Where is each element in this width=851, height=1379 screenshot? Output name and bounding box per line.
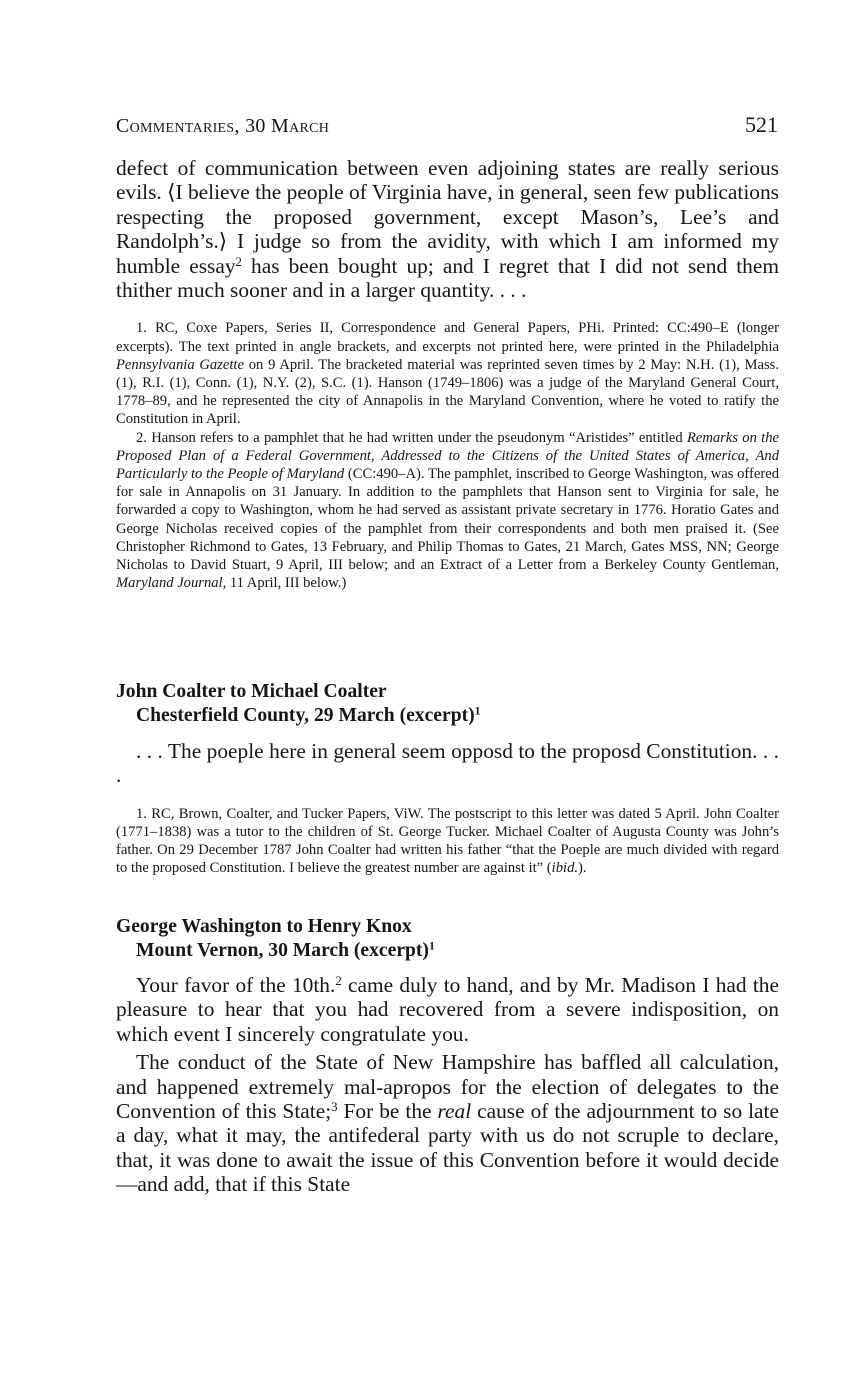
letter-subtitle-text: Mount Vernon, 30 March (excerpt) [136,939,429,961]
washington-p1-text-a: Your favor of the 10th. [136,973,336,997]
footnote-ref: 2 [335,973,342,988]
washington-heading [116,915,779,962]
opening-paragraph [116,156,779,302]
footnote-2 [116,429,779,593]
washington-p1-text-b: came duly to hand, and by Mr. Madison I had the pleasure to hear that you had recovered from a severe indisposition, on which event I sincerely congratulate you. [116,973,779,1046]
washington-p2-italic: real [437,1099,472,1124]
main-text [116,156,779,592]
washington-p2-text-a: The conduct of the State of New Hampshire has baffled all calculation, and happened extremely mal-apropos for the election of delegates to the Convention of this State; [116,1050,779,1124]
footnote-1-italic: Pennsylvania Gazette [116,356,244,373]
coalter-letter [116,680,779,878]
footnotes-section-1 [116,319,779,592]
washington-paragraph-1 [116,973,779,1046]
coalter-footnote [116,805,779,878]
coalter-text: . . . The poeple here in general seem opposd to the proposd Constitution. . . . [116,739,779,788]
footnote-ref: 3 [331,1099,338,1114]
footnote-ref: 1 [428,939,435,953]
letter-title: George Washington to Henry Knox [116,916,412,937]
page-header [116,112,778,138]
washington-paragraph-2 [116,1050,779,1196]
footnote-2-text-b: (CC:490–A). The pamphlet, inscribed to George Washington, was offered for sale in Annapolis on 31 January. In addition to the pamphlets that Hanson sent to Virginia for sale, he forwarded a copy to Washington, whom he had served as assistant private secretary in 1776. Horatio Gates and George Nicholas received copies of the pamphlet from their correspondents and both men praised it. (See Christopher Richmond to Gates, 13 February, and Philip Thomas to Gates, 21 March, Gates MSS, NN; George Nicholas to David Stuart, 9 April, III below; and an Extract of a Letter from a Berkeley County Gentleman, [116,466,779,574]
letter-subtitle-text: Chesterfield County, 29 March (excerpt) [136,704,475,726]
footnote-ref: 1 [474,704,481,718]
washington-p2-text-b: For be the [337,1099,438,1124]
letter-subtitle [116,705,481,726]
footnote-2-text-a: 2. Hanson refers to a pamphlet that he had written under the pseudonym “Aristides” entitled [136,429,687,446]
letter-subtitle [116,940,435,961]
coalter-heading [116,680,779,727]
footnote-2-pamphlet-title: Remarks on the Proposed Plan of a Federal Government, Addressed to the Citizens of the United States of America, And Particularly to the People of Maryland [116,429,779,483]
footnote-1 [116,319,779,428]
page-number: 521 [745,112,778,137]
letter-title: John Coalter to Michael Coalter [116,681,387,702]
washington-letter [116,915,779,1197]
running-head: Commentaries, 30 March [116,115,330,137]
opening-text-part-1: defect of communication between even adjoining states are really serious evils. ⟨I believe the people of Virginia have, in general, seen few publications respecting the proposed government, except Mason’s, Lee’s and Randolph’s.⟩ I judge so from the avidity, with which I am informed my humble essay [116,156,779,278]
footnote-2-text-c: 11 April, III below.) [226,575,347,592]
coalter-footnote-text-a: 1. RC, Brown, Coalter, and Tucker Papers, ViW. The postscript to this letter was dated 5 April. John Coalter (1771–1838) was a tutor to the children of St. George Tucker. Michael Coalter of Augusta County was John’s father. On 29 December 1787 John Coalter had written his father “that the Poeple are much divided with regard to the proposed Constitution. I believe the greatest number are against it” ( [116,805,779,877]
footnote-ref: 2 [235,254,242,269]
opening-text-part-2: has been bought up; and I regret that I did not send them thither much sooner and in a larger quantity. . . . [116,253,779,303]
footnote-2-journal-title: Maryland Journal, [116,575,227,592]
washington-p2-text-c: cause of the adjournment to so late a day, what it may, the antifederal party with us do not scruple to declare, that, it was done to await the issue of this Convention before it would decide—and add, that if this State [116,1099,779,1197]
coalter-footnote-text-b: ). [578,860,587,877]
coalter-footnote-italic: ibid. [551,860,579,877]
footnote-1-text-b: on 9 April. The bracketed material was reprinted seven times by 2 May: N.H. (1), Mass. (1), R.I. (1), Conn. (1), N.Y. (2), S.C. (1). Hanson (1749–1806) was a judge of the Maryland General Court, 1778–89, and he represented the city of Annapolis in the Maryland Convention, where he voted to ratify the Constitution in April. [116,356,779,428]
footnote-1-text-a: 1. RC, Coxe Papers, Series II, Correspondence and General Papers, PHi. Printed: CC:490–E (longer excerpts). The text printed in angle brackets, and excerpts not printed here, were printed in the Philadelphia [116,320,779,355]
